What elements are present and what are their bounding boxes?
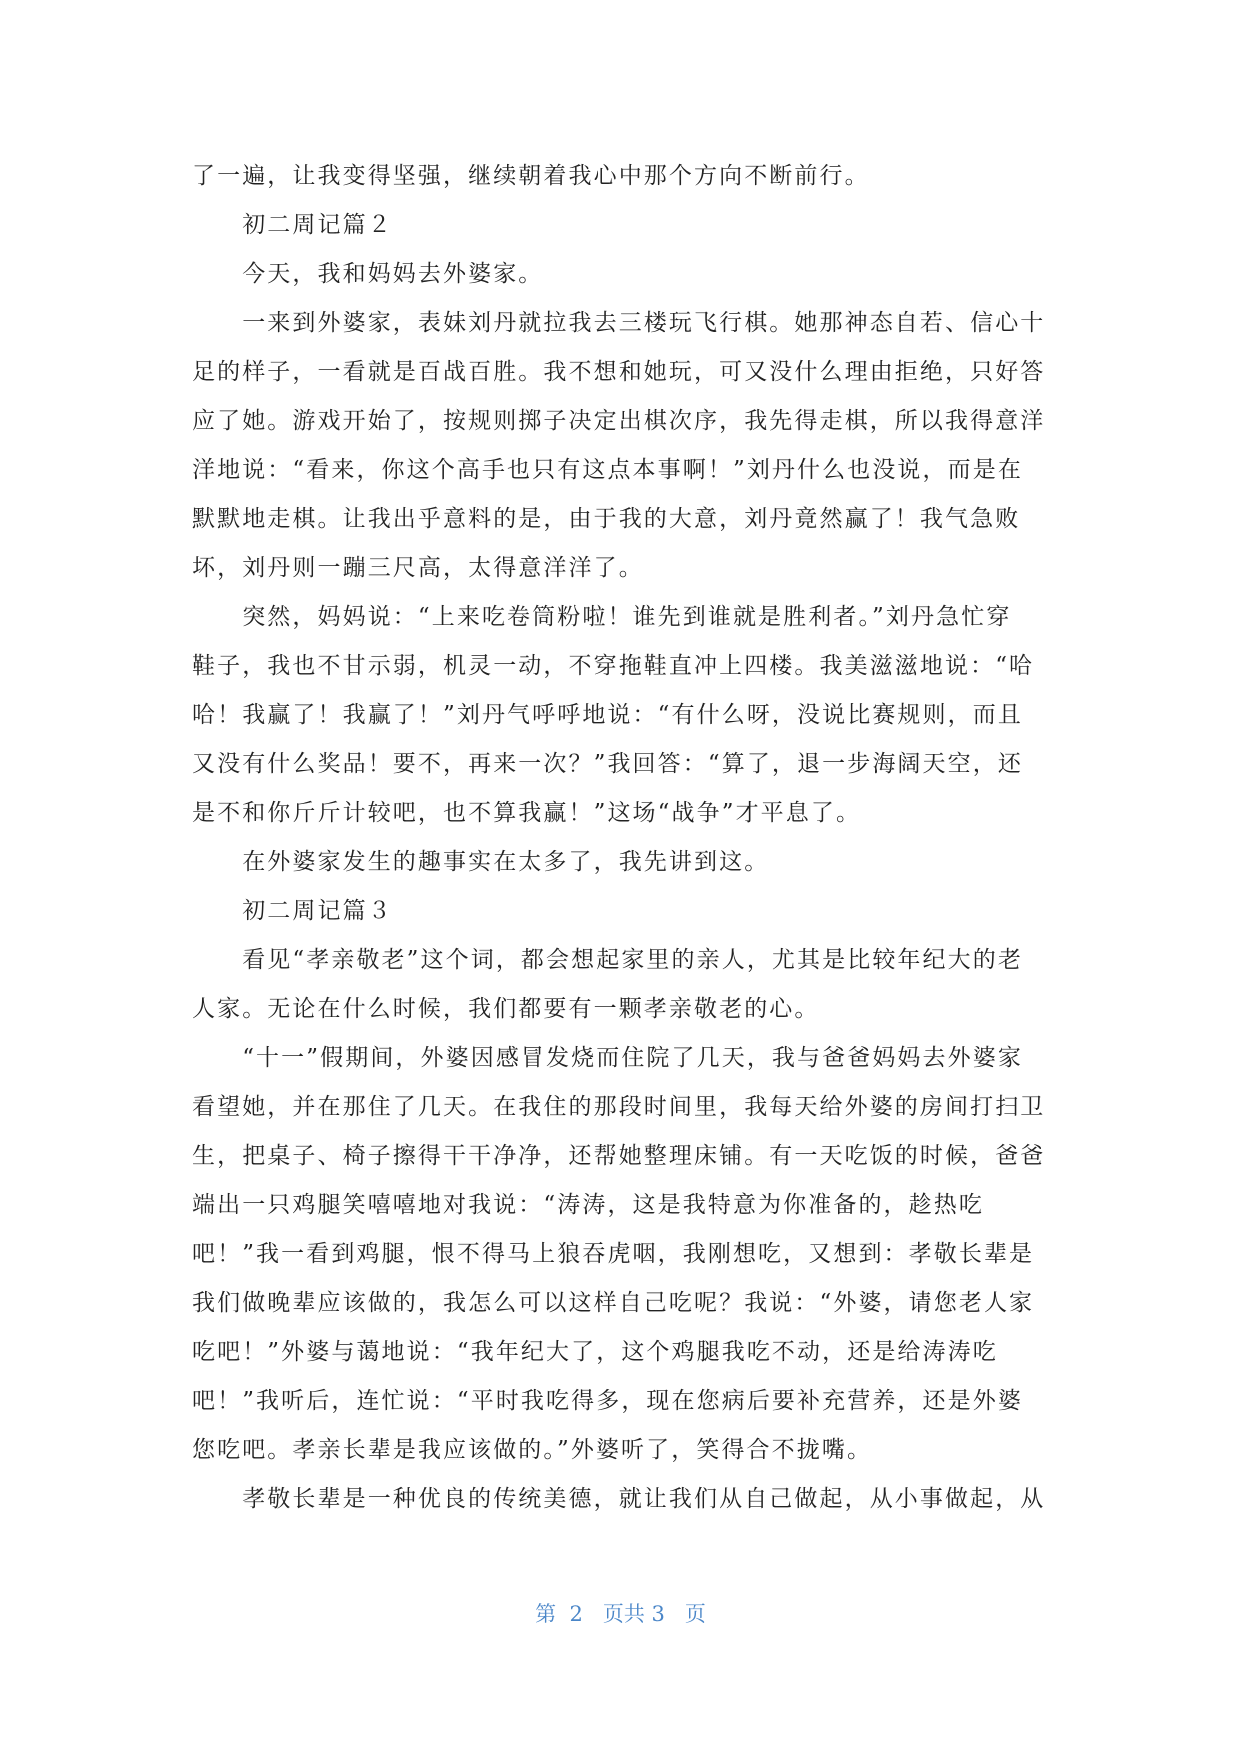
text-line: 吧！”我一看到鸡腿，恨不得马上狼吞虎咽，我刚想吃，又想到：孝敬长辈是	[192, 1241, 1035, 1267]
text-line: 看望她，并在那住了几天。在我住的那段时间里，我每天给外婆的房间打扫卫	[192, 1094, 1046, 1120]
text-line: 洋地说：“看来，你这个高手也只有这点本事啊！”刘丹什么也没说，而是在	[192, 457, 1023, 483]
text-line: 足的样子，一看就是百战百胜。我不想和她玩，可又没什么理由拒绝，只好答	[192, 359, 1046, 385]
text-line: 今天，我和妈妈去外婆家。	[192, 261, 544, 287]
text-line: 吃吧！”外婆与蔼地说：“我年纪大了，这个鸡腿我吃不动，还是给涛涛吃	[192, 1339, 998, 1365]
text-line: 您吃吧。孝亲长辈是我应该做的。”外婆听了，笑得合不拢嘴。	[192, 1437, 873, 1463]
text-line: 在外婆家发生的趣事实在太多了，我先讲到这。	[192, 849, 770, 875]
text-line: “十一”假期间，外婆因感冒发烧而住院了几天，我与爸爸妈妈去外婆家	[192, 1045, 1023, 1071]
text-line: 哈！我赢了！我赢了！”刘丹气呼呼地说：“有什么呀，没说比赛规则，而且	[192, 702, 1023, 728]
page-footer: 第 2 页共 3 页	[535, 1602, 706, 1626]
text-line: 应了她。游戏开始了，按规则掷子决定出棋次序，我先得走棋，所以我得意洋	[192, 408, 1046, 434]
text-line: 孝敬长辈是一种优良的传统美德，就让我们从自己做起，从小事做起，从	[192, 1486, 1046, 1512]
text-line: 鞋子，我也不甘示弱，机灵一动，不穿拖鞋直冲上四楼。我美滋滋地说：“哈	[192, 653, 1035, 679]
text-line: 了一遍，让我变得坚强，继续朝着我心中那个方向不断前行。	[192, 163, 870, 189]
text-line: 端出一只鸡腿笑嘻嘻地对我说：“涛涛，这是我特意为你准备的，趁热吃	[192, 1192, 984, 1218]
text-line: 我们做晚辈应该做的，我怎么可以这样自己吃呢？我说：“外婆，请您老人家	[192, 1290, 1035, 1316]
text-line: 一来到外婆家，表妹刘丹就拉我去三楼玩飞行棋。她那神态自若、信心十	[192, 310, 1046, 336]
text-line: 坏，刘丹则一蹦三尺高，太得意洋洋了。	[192, 555, 644, 581]
text-line: 是不和你斤斤计较吧，也不算我赢！”这场“战争”才平息了。	[192, 800, 862, 826]
text-line: 人家。无论在什么时候，我们都要有一颗孝亲敬老的心。	[192, 996, 820, 1022]
text-line: 吧！”我听后，连忙说：“平时我吃得多，现在您病后要补充营养，还是外婆	[192, 1388, 1023, 1414]
section-heading: 初二周记篇３	[192, 898, 393, 924]
text-line: 生，把桌子、椅子擦得干干净净，还帮她整理床铺。有一天吃饭的时候，爸爸	[192, 1143, 1046, 1169]
text-line: 又没有什么奖品！要不，再来一次？”我回答：“算了，退一步海阔天空，还	[192, 751, 1023, 777]
text-line: 默默地走棋。让我出乎意料的是，由于我的大意，刘丹竟然赢了！我气急败	[192, 506, 1021, 532]
text-line: 突然，妈妈说：“上来吃卷筒粉啦！谁先到谁就是胜利者。”刘丹急忙穿	[192, 604, 1012, 630]
section-heading: 初二周记篇２	[192, 212, 393, 238]
text-line: 看见“孝亲敬老”这个词，都会想起家里的亲人，尤其是比较年纪大的老	[192, 947, 1023, 973]
